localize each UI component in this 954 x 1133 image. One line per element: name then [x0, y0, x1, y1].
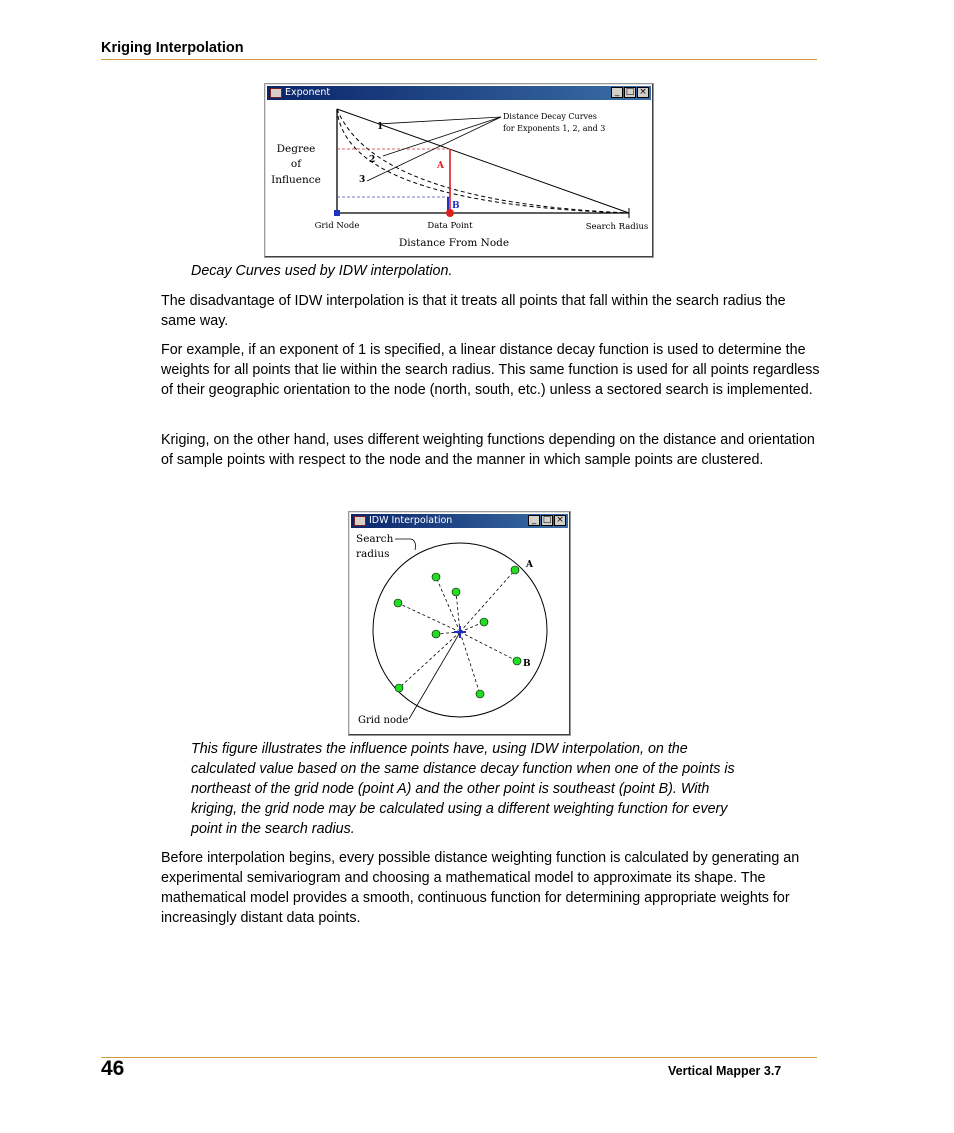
sample-point	[395, 684, 403, 692]
x-tick-data-point: Data Point	[427, 221, 473, 231]
minimize-icon[interactable]: _	[528, 515, 540, 526]
idw-window	[348, 511, 571, 736]
curve-label-2: 2	[369, 155, 376, 165]
curve-label-3: 3	[359, 175, 366, 185]
maximize-icon[interactable]: □	[625, 87, 635, 97]
sample-point	[432, 573, 440, 581]
grid-node-marker	[334, 210, 340, 216]
caption-line: This figure illustrates the influence points have, using IDW interpolation, on the	[191, 741, 688, 757]
close-icon[interactable]: ×	[637, 87, 649, 98]
window-title: Exponent	[285, 87, 331, 98]
point-label-b: B	[523, 659, 531, 669]
page-number: 46	[101, 1057, 125, 1080]
point-label-a: A	[526, 560, 533, 570]
window-title: IDW Interpolation	[369, 515, 453, 526]
running-header: Kriging Interpolation	[101, 40, 244, 56]
caption-line: northeast of the grid node (point A) and the other point is southeast (point B). With	[191, 781, 710, 797]
sample-point-a	[511, 566, 519, 574]
caption-line: point in the search radius.	[191, 821, 355, 837]
annotation-line-1: Distance Decay Curves	[503, 112, 597, 121]
search-radius-leader	[395, 539, 416, 550]
curve-label-1: 1	[377, 122, 384, 132]
decay-curves-diagram	[265, 84, 653, 257]
search-radius-diagram	[349, 512, 570, 735]
maximize-icon[interactable]: □	[542, 515, 552, 525]
x-tick-grid-node: Grid Node	[314, 221, 360, 231]
caption-line: kriging, the grid node may be calculated using a different weighting function for every	[191, 801, 728, 817]
grid-node-leader	[409, 634, 459, 719]
figure1-caption: Decay Curves used by IDW interpolation.	[191, 263, 453, 279]
footer-doc-title: Vertical Mapper 3.7	[668, 1064, 782, 1078]
minimize-icon[interactable]: _	[611, 87, 623, 98]
paragraph-2: For example, if an exponent of 1 is specified, a linear distance decay function is used to determine the weights for all points that lie within the search radius. This same function is used for all points regardless of their geographic orientation to the node (north, south, etc.) unless a sectored search is implemented.	[161, 342, 820, 398]
header-rule	[101, 59, 817, 60]
point-label-b: B	[452, 201, 460, 211]
sample-point	[476, 690, 484, 698]
caption-line: calculated value based on the same distance decay function when one of the points is	[191, 761, 735, 777]
grid-node-label: Grid node	[358, 715, 409, 726]
ylabel-line-3: Influence	[271, 174, 321, 186]
sample-point	[394, 599, 402, 607]
sample-point	[432, 630, 440, 638]
sample-point	[452, 588, 460, 596]
paragraph-4: Before interpolation begins, every possible distance weighting function is calculated by generating an experimental semivariogram and choosing a mathematical model to approximate its shape. The mathematical model provides a smooth, continuous function for determining appropriate weights for increasingly distant data points.	[161, 850, 800, 926]
paragraph-3: Kriging, on the other hand, uses different weighting functions depending on the distance and orientation of sample points with respect to the node and the manner in which sample points are clustered.	[161, 432, 815, 468]
search-label-line-2: radius	[356, 548, 390, 560]
sample-point-b	[513, 657, 521, 665]
paragraph-1: The disadvantage of IDW interpolation is that it treats all points that fall within the search radius the same way.	[161, 293, 786, 329]
figure2-caption	[191, 739, 735, 839]
point-label-a: A	[437, 161, 444, 171]
ylabel-line-2: of	[290, 158, 302, 170]
close-icon[interactable]: ×	[554, 515, 566, 526]
search-label-line-1: Search	[356, 533, 394, 545]
x-axis-label: Distance From Node	[398, 237, 510, 249]
ylabel-line-1: Degree	[276, 143, 316, 155]
annotation-line-2: for Exponents 1, 2, and 3	[503, 124, 606, 133]
footer-rule	[101, 1057, 817, 1058]
exponent-window	[264, 83, 654, 258]
x-tick-search-radius: Search Radius	[585, 222, 649, 232]
sample-point	[480, 618, 488, 626]
